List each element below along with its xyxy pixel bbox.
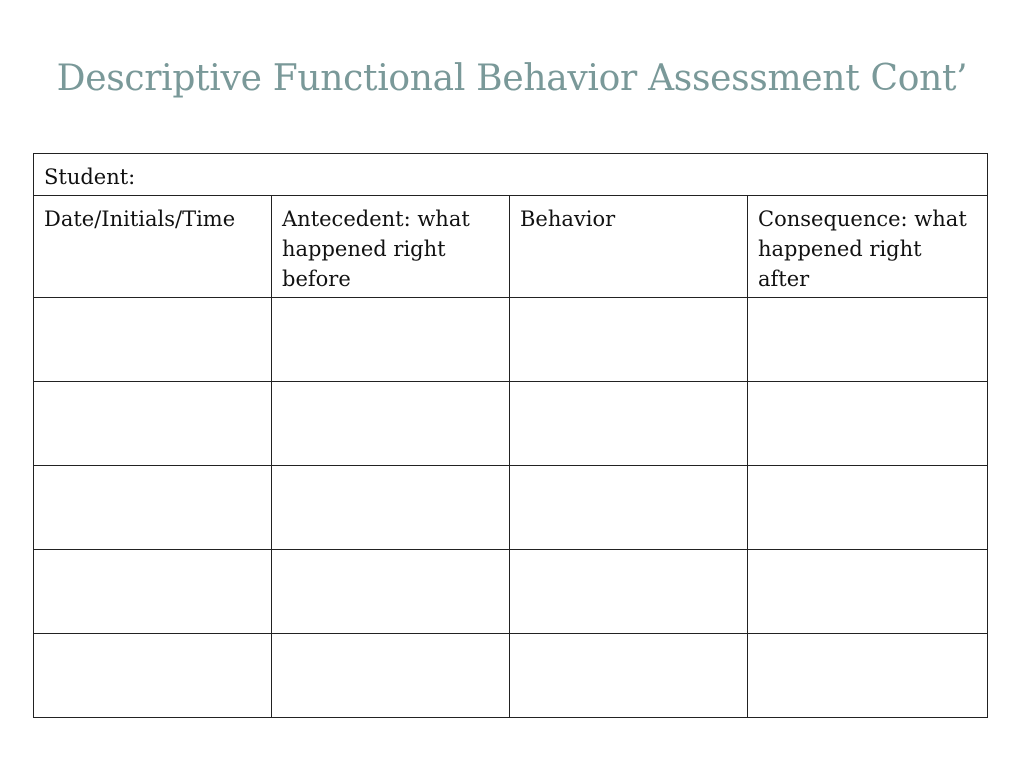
table-row [34,634,988,718]
header-behavior: Behavior [510,196,748,298]
table-cell-behavior[interactable] [510,466,748,550]
table-cell-antecedent[interactable] [272,382,510,466]
table-cell-antecedent[interactable] [272,634,510,718]
column-header-row [34,196,988,298]
student-row [34,154,988,196]
slide-title: Descriptive Functional Behavior Assessment Cont’ [56,58,968,99]
table-cell-behavior[interactable] [510,298,748,382]
student-label-cell[interactable]: Student: [34,154,988,196]
abc-data-table [33,153,988,718]
table-row [34,550,988,634]
table-cell-date[interactable] [34,550,272,634]
table-cell-date[interactable] [34,634,272,718]
header-antecedent: Antecedent: what happened right before [272,196,510,298]
table-cell-consequence[interactable] [748,298,988,382]
table-cell-consequence[interactable] [748,634,988,718]
header-date-initials-time: Date/Initials/Time [34,196,272,298]
table-cell-antecedent[interactable] [272,298,510,382]
table-cell-date[interactable] [34,298,272,382]
table-row [34,466,988,550]
table-cell-behavior[interactable] [510,382,748,466]
table-cell-behavior[interactable] [510,550,748,634]
table-row [34,382,988,466]
table-cell-date[interactable] [34,466,272,550]
table-cell-behavior[interactable] [510,634,748,718]
table-cell-consequence[interactable] [748,466,988,550]
table-cell-consequence[interactable] [748,382,988,466]
table-cell-consequence[interactable] [748,550,988,634]
table-cell-antecedent[interactable] [272,550,510,634]
table-cell-antecedent[interactable] [272,466,510,550]
table-cell-date[interactable] [34,382,272,466]
table-row [34,298,988,382]
header-consequence: Consequence: what happened right after [748,196,988,298]
